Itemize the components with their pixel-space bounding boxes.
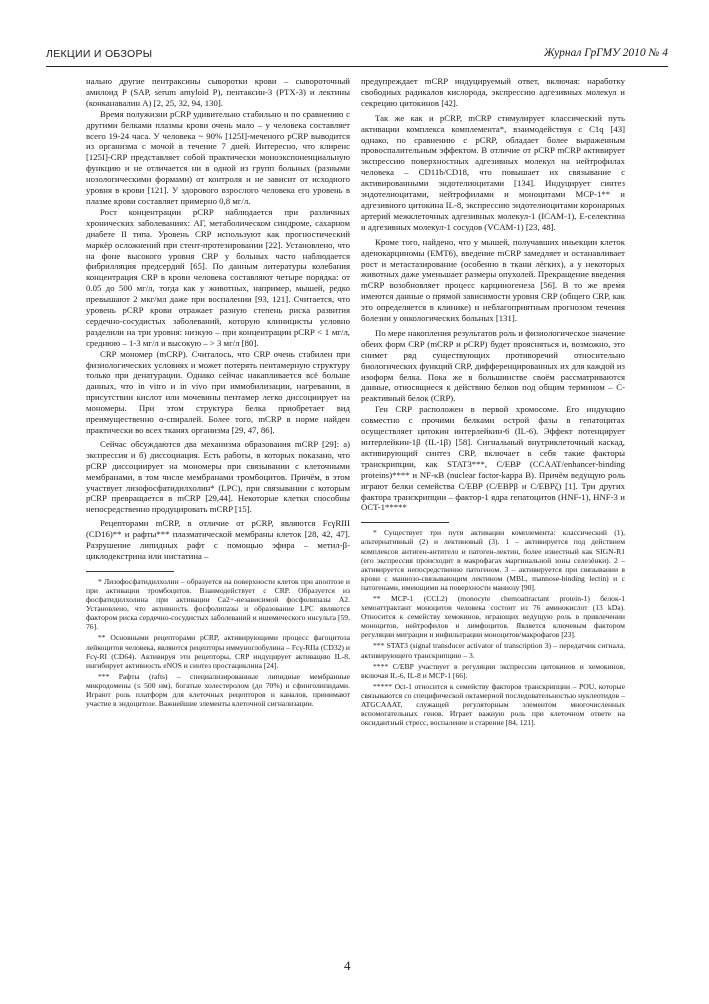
right-column xyxy=(361,76,625,729)
footnote: ** MCP-1 (CCL2) (monocyte chemoattractant protein-1) белок-1 хемоаттрактант моноцитов человека состоит из 76 аминокислот (13 kDa). Относится к семейству хемокинов, играющих ведущую роль в привлечении моноцитов, нейтрофилов и лимфоцитов. Является ключевым фактором регуляции миграции и инфильтрации моноцитов/макрофагов [23]. xyxy=(361,594,625,640)
footnotes xyxy=(86,577,350,708)
footnote: * Лизофосфатидилхолин – образуется на поверхности клеток при апоптозе и при активации тромбоцитов. Взаимодействует с CRP. Образуется из фосфатидилхолина при активации Ca2+-независимой фосфолипазы A2. Установлено, что активность фосфолипазы и образование LPC являются фактором риска сердечно-сосудистых заболеваний и ишемического инсульта [59, 76]. xyxy=(86,576,350,632)
paragraph: предупреждает mCRP индуцируемый ответ, включая: наработку свободных радикалов кислорода, экспрессию адгезивных молекул и секрецию цитокинов [42]. xyxy=(361,76,625,108)
paragraph: нально другие пентраксины сыворотки крови – сывороточный амилоид P (SAP, serum amyloid P), пентаксин-3 (PTX-3) и лектины (конканавалин А) [2, 25, 32, 94, 130]. xyxy=(86,76,350,108)
paragraph: Кроме того, найдено, что у мышей, получавших иньекции клеток аденокарциномы (EMT6), введение mCRP замедляет и останавливает рост и метастазирование (особенно в ткани лёгких), а у некоторых животных даже уменьшает размеры опухолей. Прекращение введения mCRP возобновляет процесс карциногенеза [56]. В то же время имеются данные о прямой зависимости уровня CRP (общего CRP, как это определяется в клинике) и неблагоприятным прогнозом течения болезни у онкологических больных [131]. xyxy=(361,236,625,324)
paragraph: Сейчас обсуждаются два механизма образования mCRP [29]: а) экспрессия и б) диссоциация. Есть работы, в которых показано, что pCRP диссоциирует на мономеры при связывании с клеточными мембранами, в том числе мембранами тромбоцитов. Причём, в этом участвует лизофосфатидилхолин* (LPC), при связывании с которым pCRP превращается в mCRP [29,44]. Некоторые клетки способны непосредственно продуцировать mCRP [15]. xyxy=(86,438,350,515)
footnote: *** Рафты (rafts) – специализированные липидные мембранные микродомены (≤ 500 нм), богатые холестеролом (до 70%) и сфинголипидами. Играют роль платформ для клеточных рецепторов и каналов, принимают участие в эндоцитозе. Важнейшие элементы клеточной сигнализации. xyxy=(86,671,350,709)
paragraph: Рецепторами mCRP, в отличие от pCRP, являются FcγRIII (CD16)** и рафты*** плазматической мембраны клеток [28, 42, 47]. Разрушение липидных рафт с помощью эфира – метил-β-циклодекстрина или нистатина – xyxy=(86,518,350,561)
paragraph: Так же как и pCRP, mCRP стимулирует классический путь активации комплекса комплемента*, взаимодействуя с C1q [43] однако, по сравнению с pCRP, обладает более выраженным провоспалительным эффектом. В отличие от pCRP mCRP активирует экспрессию поверхностных адгезивных молекул на нейтрофилах человека – CD11b/CD18, что повышает их связывание с активированными эндотелиоцитами [134]. Индуцирует синтез эндотелиоцитами, нейтрофилами и моноцитами MCP-1** и адгезивного цитокина IL-8, экспрессию эндотелиоцитами коронарных артерий межклеточных адгезивных молекул-1 (ICAM-1), E-селектина и адгезивных молекул-1 сосудов (VCAM-1) [23, 48]. xyxy=(361,112,625,232)
running-header xyxy=(46,46,668,66)
journal-title: Журнал ГрГМУ 2010 № 4 xyxy=(543,47,668,59)
paragraph: Время полужизни pCRP удивительно стабильно и по сравнению с другими белками плазмы крови очень мало – у человека составляет всего 19-24 часа. У человека ~ 90% [125I]-меченого pCRP выводится из организма с мочой в течение 7 дней. Интересно, что клиренс [125I]-CRP представляет собой практически моноэкспоненциальную функцию и не отличается ни в одной из групп больных (разными нозологическими формами) от контроля и не зависит от исходного уровня в крови [121]. У здорового взрослого человека его уровень в плазме крови составляет примерно 0,8 мг/л. xyxy=(86,108,350,206)
footnote: **** C/EBP участвует в регуляции экспрессии цитокинов и хемокинов, включая IL-6, IL-8 и MCP-1 [66]. xyxy=(361,661,625,680)
section-title: ЛЕКЦИИ И ОБЗОРЫ xyxy=(46,48,153,60)
footnote: ** Основными рецепторами pCRP, активирующими процесс фагоцитоза лейкоцитов человека, являются рецепторы иммуноглобулина – Fcγ-RIIa (CD32) и Fcγ-RI (CD64). Активируя эти рецепторы, CRP индуцирует активацию IL-8, ингибирует активность eNOS и синтез простациклина [24]. xyxy=(86,633,350,670)
page-number: 4 xyxy=(344,958,351,973)
footnote: * Существует три пути активации комплемента: классический (1), альтернативный (2) и лектиновый (3). 1 – активируется под действием комплексов антиген-антитело и патоген-лектин, более известный как SIGN-R1 (его экспрессия происходит в макрофагах маргинальной зоны селезёнки). 2 – активируется непосредственно патогеном. 3 – активируется при связывании в крови с маннозо-связывающим лектином (MBL, mannose-binding lectin) и с патогенами, имеющими на поверхности маннозу [90]. xyxy=(361,528,625,592)
header-divider xyxy=(46,66,668,67)
footnotes xyxy=(361,528,625,727)
footnote-divider xyxy=(86,571,174,572)
paragraph: По мере накопления результатов роль и физиологическое значение обеих форм CRP (mCRP и pCRP) будет проясняться и, возможно, это снимет ряд существующих противоречий относительно биологических функций CRP, дифференцированных их для каждой из изоформ белка. Пока же в большинстве своём рассматриваются данные, относящиеся к действию белков под общим термином – C-реактивный белок (CRP). xyxy=(361,327,625,404)
paragraph: Ген CRP расположен в первой хромосоме. Его индукцию совместно с прочими белками острой фазы в гепатоцитах осуществляет цитокин интерлейкин-6 (IL-6). Эффект потенцирует интерлейкин-1β (IL-1β) [58]. Сигнальный внутриклеточный каскад, активирующий синтез CRP, включает в себя такие факторы транскрипции, как STAT3***, C/EBP (CCAAT/enhancer-binding proteins)**** и NF-κB (nuclear factor-kappa B). Причём ведущую роль играют белки семейства C/EBP (C/EBPβ и C/EBPζ) [1]. Три других фактора транскрипции – фактор-1 ядра гепатоцитов (HNF-1), HNF-3 и OCT-1***** xyxy=(361,404,625,513)
left-column xyxy=(86,76,350,710)
footnote: ***** Oct-1 относится к семейству факторов транскрипции – POU, которые связываются со специфической октамерной последовательностью нуклеотидов – ATGCAAAT, служащей регуляторным элементом многочисленных вспомогательных генов. Играет важную роль при клеточном ответе на оксидантный стресс, воспаление и старение [84, 121]. xyxy=(361,681,625,728)
paragraph: CRP мономер (mCRP). Считалось, что CRP очень стабилен при физиологических условиях и может потерять пентамерную структуру только при денатурации. Однако сейчас накапливается всё больше данных, что in vitro и in vivo при иммобилизации, нагревании, в присутствии кислот или мочевины пентамер легко диссоциирует на мономеры. При этом структура белка приобретает вид преимущественно α-спиралей. Более того, mCRP в норме найден практически во всех тканях организма [29, 47, 86]. xyxy=(86,348,350,435)
footnote-divider xyxy=(361,522,449,523)
paragraph: Рост концентрации pCRP наблюдается при различных хронических заболеваниях: АГ, метаболическом синдроме, сахарном диабете II типа. Уровень CRP используют как прогностический маркёр осложнений при стент-протезировании [22]. Установлено, что на фоне высокого уровня CRP у больных часто наблюдается фибрилляция предсердий [65]. По данным литературы колебания концентрация CRP в крови человека составляют четыре порядка: от 0.05 до 500 мг/л, тогда как у животных, например, мышей, редко превышают 2 мкг/мл даже при воспалении [93, 121]. Считается, что уровень pCRP крови отражает разную степень риска развития сердечно-сосудистых заболеваний, которую клиницисты условно разделили на три уровня: низкую – при концентрации pCRP < 1 мг/л, среднюю – 1-3 мг/л и высокую – > 3 мг/л [80]. xyxy=(86,206,350,348)
footnote: *** STAT3 (signal transducer activator of transcription 3) – передатчик сигнала, активирующего транскрипцию – 3. xyxy=(361,641,625,660)
